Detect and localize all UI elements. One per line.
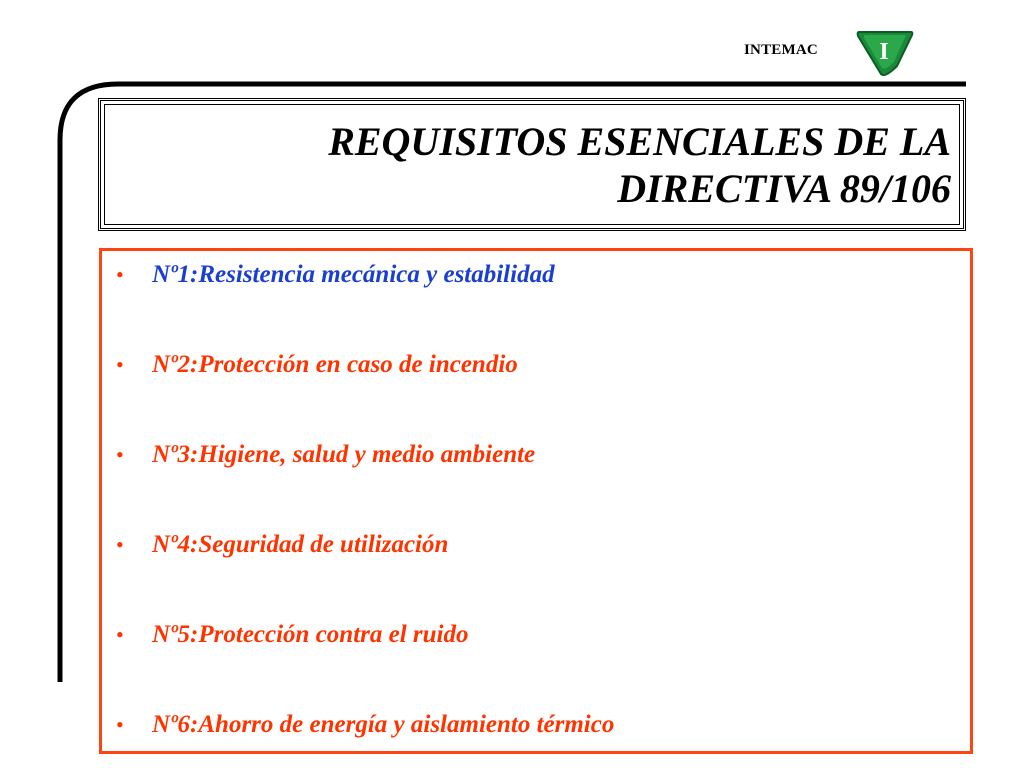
title-line-2: DIRECTIVA 89/106 xyxy=(617,165,951,211)
requirement-label: Nº2:Protección en caso de incendio xyxy=(152,351,518,378)
requirement-label: Nº3:Higiene, salud y medio ambiente xyxy=(152,441,536,468)
brand-text: INTEMAC xyxy=(744,42,818,58)
bullet-icon: • xyxy=(116,352,124,377)
requirement-label: Nº5:Protección contra el ruido xyxy=(152,621,469,648)
requirement-item xyxy=(116,441,535,469)
requirement-label: Nº1:Resistencia mecánica y estabilidad xyxy=(152,261,555,288)
requirement-label: Nº4:Seguridad de utilización xyxy=(152,531,449,558)
title-line-1: REQUISITOS ESENCIALES DE LA xyxy=(328,118,951,164)
slide-title xyxy=(328,118,951,212)
bullet-icon: • xyxy=(116,442,124,467)
title-inner-frame xyxy=(104,104,960,225)
intemac-shield-logo xyxy=(855,26,915,78)
title-box xyxy=(98,98,966,231)
requirement-item xyxy=(116,621,469,649)
bullet-icon: • xyxy=(116,622,124,647)
requirement-label: Nº6:Ahorro de energía y aislamiento térmico xyxy=(152,711,615,738)
requirement-item xyxy=(116,261,555,289)
logo-letter: I xyxy=(879,39,889,65)
requirements-box xyxy=(99,248,973,754)
bullet-icon: • xyxy=(116,712,124,737)
bullet-icon: • xyxy=(116,262,124,287)
requirement-item xyxy=(116,351,518,379)
requirement-item xyxy=(116,711,614,739)
bullet-icon: • xyxy=(116,532,124,557)
requirement-item xyxy=(116,531,448,559)
